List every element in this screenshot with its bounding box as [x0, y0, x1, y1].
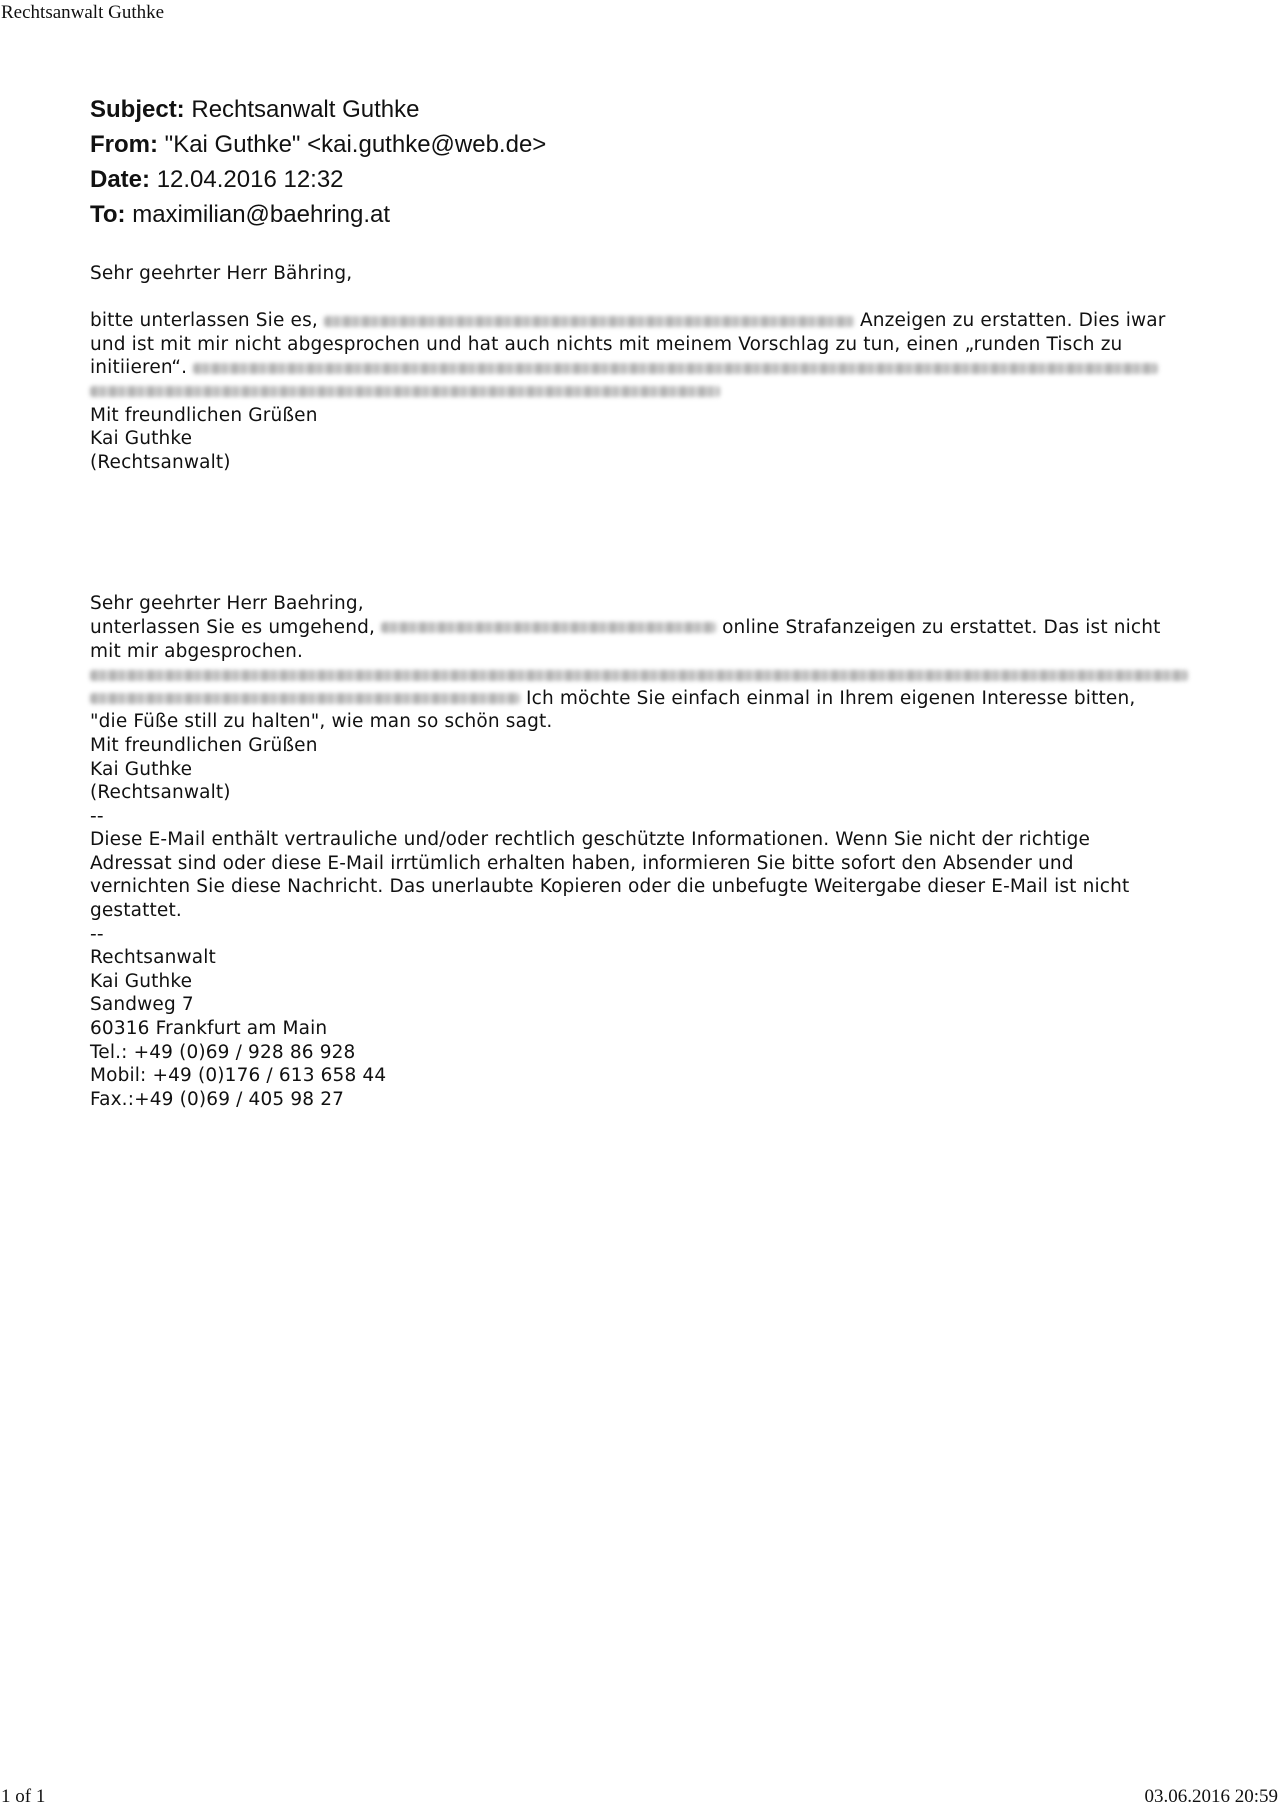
- page-header-title: Rechtsanwalt Guthke: [1, 2, 165, 23]
- signature-line: 60316 Frankfurt am Main: [90, 1018, 328, 1040]
- print-timestamp: 03.06.2016 20:59: [1144, 1786, 1278, 1807]
- redacted-text-block: [324, 316, 854, 327]
- message1-greeting: Sehr geehrter Herr Bähring,: [90, 263, 353, 284]
- redacted-text-block: [381, 622, 716, 633]
- signature-line: Fax.:+49 (0)69 / 405 98 27: [90, 1088, 345, 1110]
- message1-text: Anzeigen zu erstatten. Dies iwar: [859, 310, 1166, 332]
- signature-separator: --: [90, 805, 104, 827]
- to-row: [90, 197, 546, 232]
- message2-signer-title: (Rechtsanwalt): [90, 782, 231, 804]
- subject-value: Rechtsanwalt Guthke: [191, 96, 420, 123]
- date-label: Date:: [90, 166, 151, 193]
- signature-line: Mobil: +49 (0)176 / 613 658 44: [90, 1065, 387, 1087]
- disclaimer-line: Adressat sind oder diese E-Mail irrtümlich erhalten haben, informieren Sie bitte sofort den Absender und: [90, 852, 1074, 874]
- disclaimer-line: gestattet.: [90, 900, 182, 922]
- signature-separator: --: [90, 923, 104, 945]
- message2-paragraph-line: [90, 616, 1190, 640]
- message1-paragraph-line: und ist mit mir nicht abgesprochen und hat auch nichts mit meinem Vorschlag zu tun, einen „runden Tisch zu: [90, 333, 1123, 355]
- from-value: "Kai Guthke" <kai.guthke@web.de>: [164, 131, 547, 158]
- signature-line: Sandweg 7: [90, 994, 194, 1016]
- date-row: [90, 162, 546, 197]
- message2-text: online Strafanzeigen zu erstattet. Das ist nicht: [722, 616, 1161, 638]
- redacted-text-block: [90, 386, 720, 397]
- email-body: [90, 262, 1190, 1111]
- message2-text: unterlassen Sie es umgehend,: [90, 616, 376, 638]
- message2-closing: Mit freundlichen Grüßen: [90, 734, 318, 756]
- message2-paragraph-line: [90, 663, 1190, 687]
- message2-signer-name: Kai Guthke: [90, 758, 193, 780]
- to-label: To:: [90, 201, 126, 228]
- message2-paragraph-line: "die Füße still zu halten", wie man so schön sagt.: [90, 711, 553, 733]
- message1-signer-name: Kai Guthke: [90, 428, 193, 450]
- message2-text: Ich möchte Sie einfach einmal in Ihrem eigenen Interesse bitten,: [526, 687, 1136, 709]
- message2-paragraph-line: mit mir abgesprochen.: [90, 640, 304, 662]
- message2-greeting: Sehr geehrter Herr Baehring,: [90, 593, 364, 615]
- message2-paragraph-line: [90, 687, 1190, 711]
- page-count: 1 of 1: [1, 1786, 46, 1807]
- message1-signer-title: (Rechtsanwalt): [90, 451, 231, 473]
- disclaimer-line: Diese E-Mail enthält vertrauliche und/oder rechtlich geschützte Informationen. Wenn Sie nicht der richtige: [90, 829, 1091, 851]
- email-header-block: [90, 92, 546, 232]
- from-label: From:: [90, 131, 158, 158]
- message1-closing: Mit freundlichen Grüßen: [90, 404, 318, 426]
- date-value: 12.04.2016 12:32: [156, 166, 344, 193]
- spacer: [90, 286, 1190, 310]
- subject-row: [90, 92, 546, 127]
- redacted-text-block: [193, 363, 1158, 374]
- signature-line: Kai Guthke: [90, 970, 193, 992]
- from-row: [90, 127, 546, 162]
- signature-line: Tel.: +49 (0)69 / 928 86 928: [90, 1041, 356, 1063]
- disclaimer-line: vernichten Sie diese Nachricht. Das unerlaubte Kopieren oder die unbefugte Weitergabe dieser E-Mail ist nicht: [90, 876, 1130, 898]
- to-value: maximilian@baehring.at: [132, 201, 391, 228]
- subject-label: Subject:: [90, 96, 185, 123]
- message1-paragraph-line: [90, 380, 1190, 404]
- spacer: [90, 474, 1190, 592]
- message1-paragraph-line: [90, 309, 1190, 333]
- redacted-text-block: [90, 693, 520, 704]
- redacted-text-block: [90, 670, 1188, 681]
- message1-text: initiieren“.: [90, 357, 188, 379]
- signature-line: Rechtsanwalt: [90, 947, 216, 969]
- message1-paragraph-line: [90, 356, 1190, 380]
- message1-text: bitte unterlassen Sie es,: [90, 310, 318, 332]
